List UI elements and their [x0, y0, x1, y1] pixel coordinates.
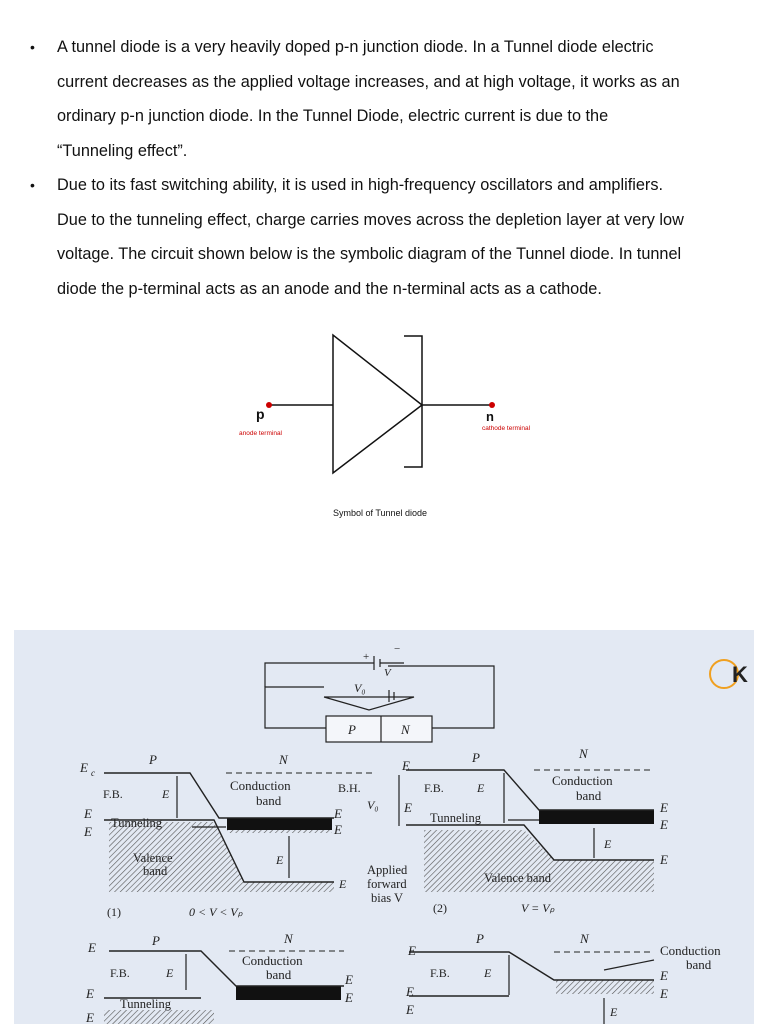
fb-label-3: F.B. [110, 966, 130, 980]
eg-label-4: E [484, 966, 492, 980]
circuit-diode [324, 697, 414, 710]
band-label-1: band [256, 793, 282, 808]
circuit-wire-left [265, 687, 328, 728]
channel-logo [710, 660, 748, 688]
ev-label-3: E [86, 986, 94, 1001]
filled-conduction-n-1 [227, 818, 332, 830]
eg-label-3: E [166, 966, 174, 980]
eg-label-2b: E [604, 837, 612, 851]
ev-label-1: E [84, 806, 92, 821]
valence-band-label-1: band [143, 864, 168, 878]
eg-label-1b: E [276, 853, 284, 867]
cathode-caption: cathode terminal [482, 425, 531, 432]
ec-line-1 [104, 773, 334, 818]
ev-label-2r: E [660, 852, 668, 867]
anode-terminal-dot [266, 402, 272, 408]
panel-label-1: (1) [107, 905, 121, 919]
ec-line-3 [109, 951, 344, 986]
ev-label-mid: E [339, 877, 347, 891]
conduction-label-3: Conduction [242, 953, 303, 968]
ec-label-3: E [88, 940, 96, 955]
p-label-2: P [472, 750, 480, 765]
ec-label-mid: E [334, 822, 342, 837]
text-line: current decreases as the applied voltage increases, and at high voltage, it works as an [57, 72, 680, 91]
tunnel-diode-symbol [0, 320, 768, 510]
valence-band-label-2: Valence band [484, 871, 551, 885]
energy-band-figure [14, 630, 754, 1024]
bullet-item [30, 168, 750, 306]
valence-label-1: Valence [133, 851, 173, 865]
pn-block [326, 716, 432, 742]
ec-label-1: E [80, 760, 88, 775]
bullet-dot: • [30, 39, 35, 55]
text-line: A tunnel diode is a very heavily doped p-n junction diode. In a Tunnel diode electric [57, 38, 654, 56]
ef-label-4r: E [660, 968, 668, 983]
v0-label: V₀ [354, 681, 366, 695]
eg-label-2: E [477, 781, 485, 795]
forward-label: forward [367, 877, 407, 891]
text-line: Due to its fast switching ability, it is used in high-frequency oscillators and amplifiers. [57, 176, 663, 194]
n-label: n [486, 409, 494, 424]
n-label-4: N [580, 931, 589, 946]
ec-sub-1: c [91, 768, 95, 778]
bullet-item [30, 30, 750, 168]
bullet-dot: • [30, 177, 35, 193]
ev-label-2: E [404, 800, 412, 815]
valence-hatch-4 [556, 980, 654, 994]
p-label-1: P [149, 752, 157, 767]
text-line: Due to the tunneling effect, charge carries moves across the depletion layer at very low [57, 210, 684, 229]
fb-label-4: F.B. [430, 966, 450, 980]
n-label-2: N [579, 746, 588, 761]
conduction-label-2: Conduction [552, 773, 613, 788]
band-label-4: band [686, 957, 712, 972]
p-label-4: P [476, 931, 484, 946]
ec-label-4r: E [660, 986, 668, 1001]
n-label-3: N [284, 931, 293, 946]
bias-circuit [265, 656, 494, 742]
n-label-1: N [279, 752, 288, 767]
ec-label-2r: E [660, 817, 668, 832]
cathode-bar [404, 336, 422, 467]
ef-label-1: E [84, 824, 92, 839]
fb-label-2: F.B. [424, 781, 444, 795]
symbol-caption: Symbol of Tunnel diode [333, 508, 428, 518]
battery-plus: + [363, 651, 370, 663]
text-line: diode the p-terminal acts as an anode and the n-terminal acts as a cathode. [57, 279, 602, 298]
battery-minus: − [394, 643, 401, 655]
text-line: “Tunneling effect”. [57, 141, 188, 160]
text-line: ordinary p-n junction diode. In the Tunnel Diode, electric current is due to the [57, 107, 609, 125]
panel-label-2: (2) [433, 901, 447, 915]
eg-label-1: E [162, 787, 170, 801]
conduction-label-1: Conduction [230, 778, 291, 793]
band-label-3: band [266, 967, 292, 982]
condition-label-2: V = Vₚ [521, 901, 555, 915]
voltage-v-label: V [384, 667, 391, 679]
valence-hatch-3 [104, 1010, 214, 1024]
ec-label-2: E [402, 758, 410, 773]
tunneling-label-2: Tunneling [430, 811, 481, 825]
p-label-3: P [152, 933, 160, 948]
cathode-terminal-dot [489, 402, 495, 408]
band-label-2: band [576, 788, 602, 803]
text-line: voltage. The circuit shown below is the symbolic diagram of the Tunnel diode. In tunnel [57, 245, 682, 263]
conduction-arrow-4 [604, 960, 654, 970]
ec-label-4: E [408, 943, 416, 958]
block-p-label: P [348, 722, 356, 737]
tunneling-label-3: Tunneling [120, 997, 171, 1011]
logo-letter: K [732, 662, 748, 687]
eg-label-4b: E [610, 1005, 618, 1019]
bh-label: B.H. [338, 781, 361, 795]
bullet-list [30, 30, 750, 306]
ev-label-4: E [406, 984, 414, 999]
conduction-label-4: Conduction [660, 943, 721, 958]
applied-label: Applied [367, 863, 408, 877]
n-hatch-top-1 [227, 830, 332, 833]
condition-label-1: 0 < V < Vₚ [189, 905, 243, 919]
fb-label-1: F.B. [103, 787, 123, 801]
ef-label-2: E [660, 800, 668, 815]
ef-label-3: E [86, 1010, 94, 1024]
tunneling-label-1: Tunneling [111, 816, 162, 830]
ec-label-3r: E [345, 990, 353, 1005]
filled-conduction-n-3 [236, 986, 341, 1000]
filled-conduction-n-2 [539, 810, 654, 824]
ef-label-mid: E [334, 806, 342, 821]
p-label: p [256, 406, 265, 422]
block-n-label: N [401, 722, 410, 737]
v0-middle-label: V₀ [367, 798, 379, 812]
energy-band-diagram [14, 630, 754, 1024]
ef-label-4: E [406, 1002, 414, 1017]
band-diagram-3 [104, 951, 344, 1024]
bias-label: bias V [371, 891, 404, 905]
anode-caption: anode terminal [239, 430, 282, 437]
ef-label-3r: E [345, 972, 353, 987]
diode-triangle [333, 335, 422, 473]
